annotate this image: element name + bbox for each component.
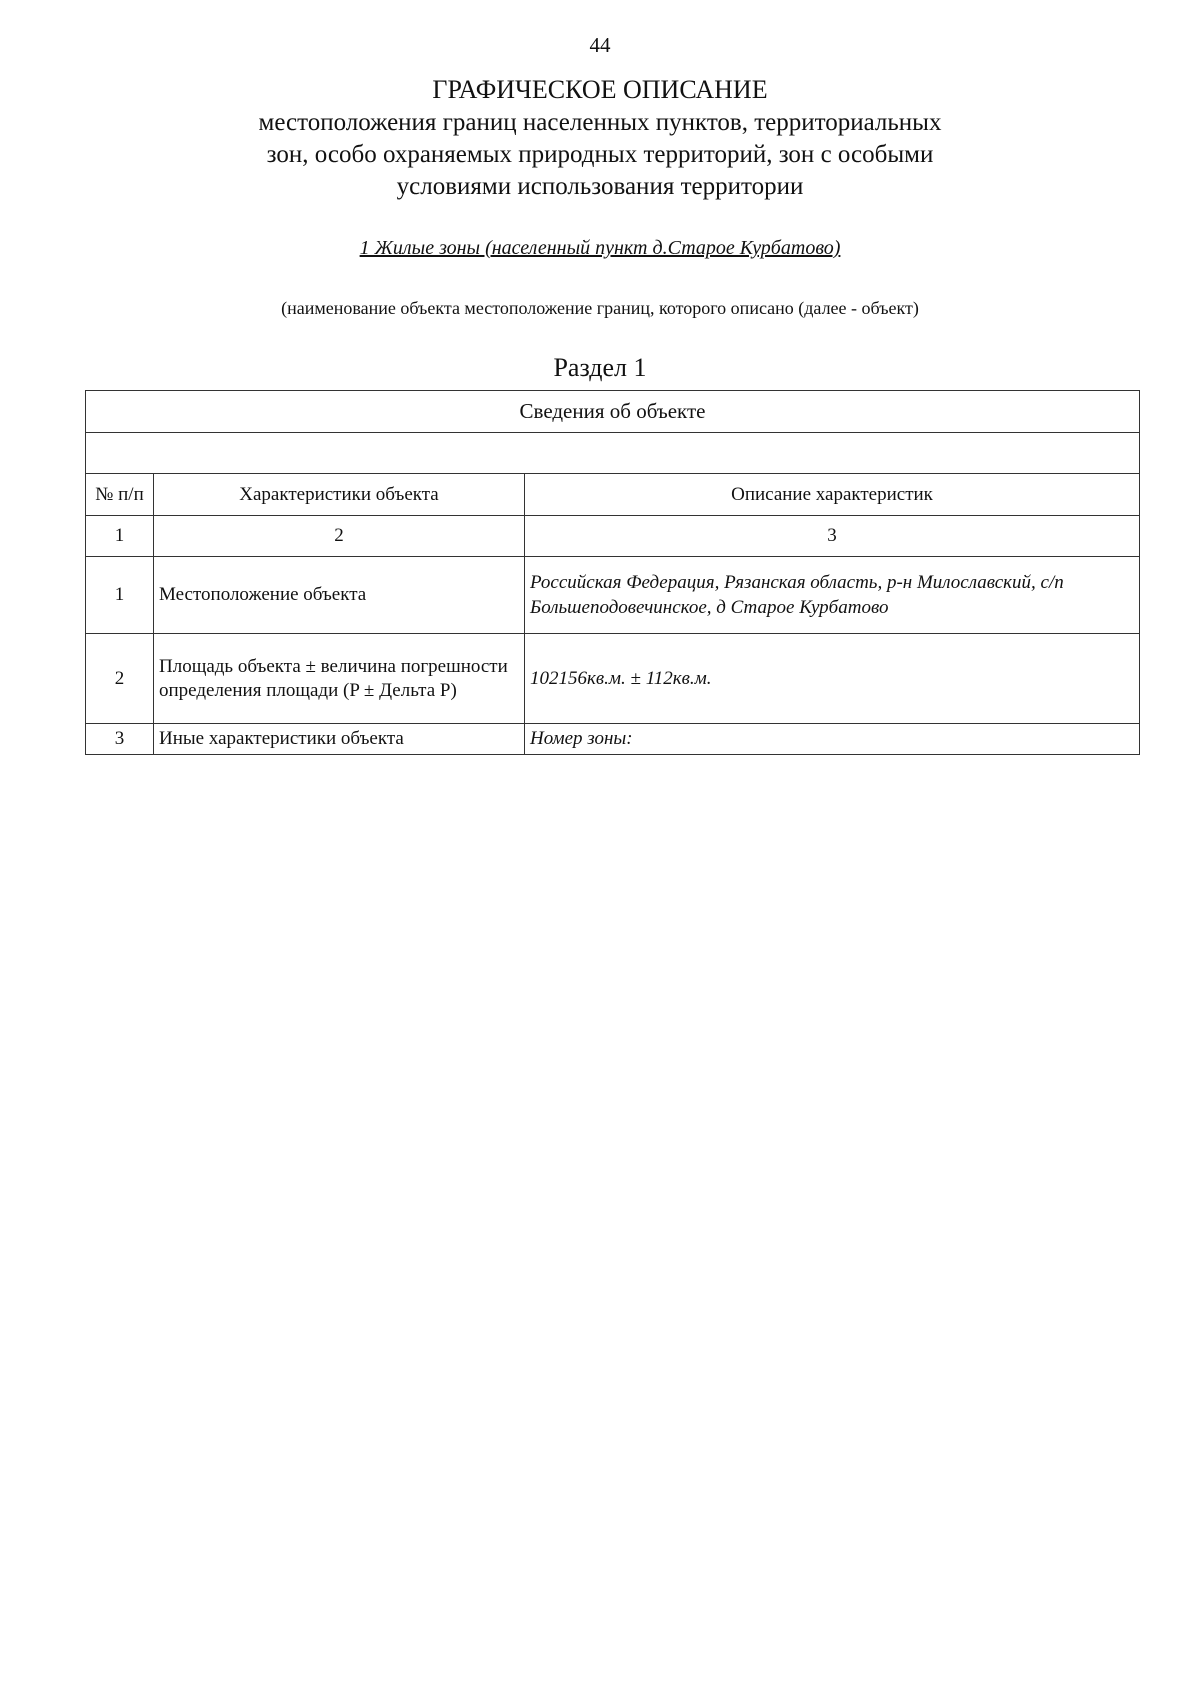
- page-number: 44: [589, 33, 611, 57]
- table-row: [86, 557, 1140, 634]
- column-number: 3: [525, 516, 1140, 557]
- column-header-num: № п/п: [86, 474, 154, 516]
- object-name: 1 Жилые зоны (населенный пункт д.Старое Курбатово): [359, 237, 841, 259]
- subtitle-line: местоположения границ населенных пунктов, территориальных: [258, 109, 942, 136]
- row-characteristic: Местоположение объекта: [154, 557, 525, 634]
- table-empty-row: [86, 433, 1140, 474]
- subtitle-line: условиями использования территории: [396, 173, 804, 200]
- table-header-row: [86, 474, 1140, 516]
- table-column-numbers-row: [86, 516, 1140, 557]
- table-empty-cell: [86, 433, 1140, 474]
- column-number: 1: [86, 516, 154, 557]
- column-header-characteristic: Характеристики объекта: [154, 474, 525, 516]
- row-description: Номер зоны:: [525, 724, 1140, 755]
- row-characteristic: Площадь объекта ± величина погрешности определения площади (P ± Дельта P): [154, 634, 525, 724]
- document-subtitle: [0, 107, 1200, 203]
- column-number: 2: [154, 516, 525, 557]
- table-section-header-row: [86, 391, 1140, 433]
- object-caption: (наименование объекта местоположение границ, которого описано (далее - объект): [281, 298, 919, 318]
- row-description: Российская Федерация, Рязанская область, р-н Милославский, с/п Большеподовечинское, д Старое Курбатово: [525, 557, 1140, 634]
- row-number: 2: [86, 634, 154, 724]
- object-info-table: [85, 390, 1140, 755]
- row-description: 102156кв.м. ± 112кв.м.: [525, 634, 1140, 724]
- table-row: [86, 724, 1140, 755]
- section-title: Раздел 1: [553, 353, 647, 382]
- column-header-description: Описание характеристик: [525, 474, 1140, 516]
- row-characteristic: Иные характеристики объекта: [154, 724, 525, 755]
- table-section-header: Сведения об объекте: [86, 391, 1140, 433]
- table-row: [86, 634, 1140, 724]
- subtitle-line: зон, особо охраняемых природных территорий, зон с особыми: [266, 141, 934, 168]
- row-number: 3: [86, 724, 154, 755]
- document-title: ГРАФИЧЕСКОЕ ОПИСАНИЕ: [432, 75, 768, 104]
- row-number: 1: [86, 557, 154, 634]
